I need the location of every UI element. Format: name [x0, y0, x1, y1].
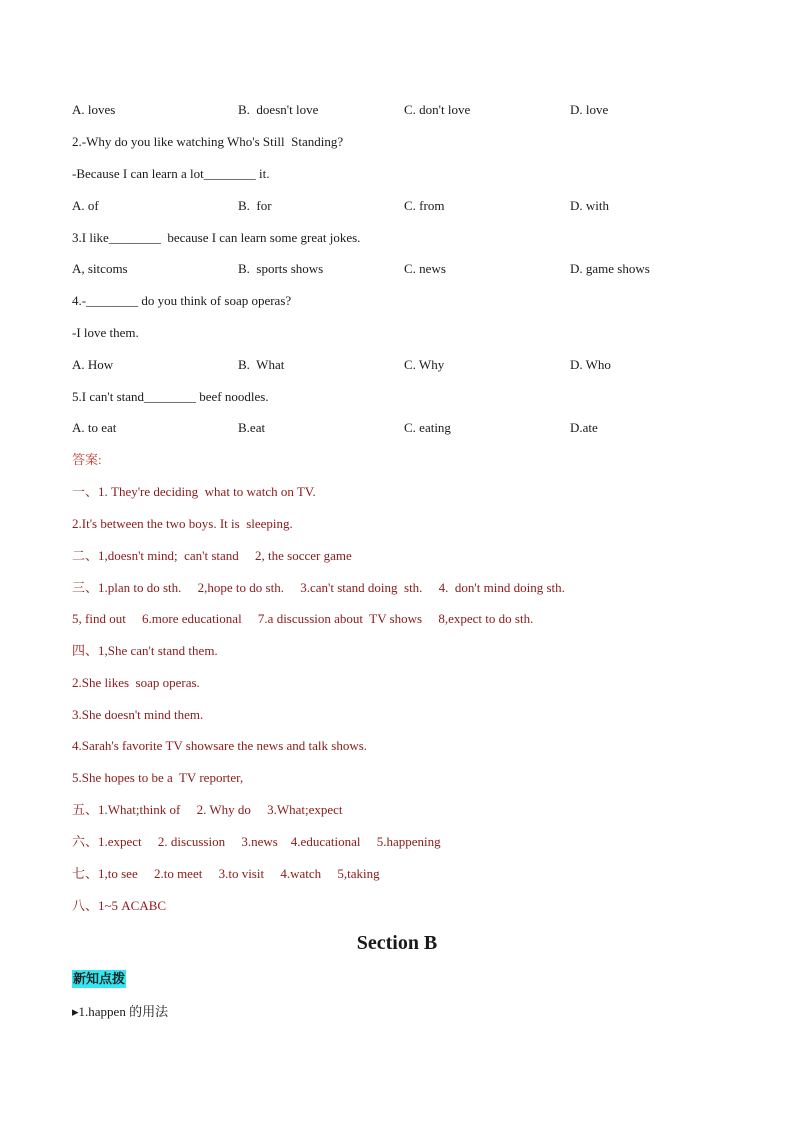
answer-line: 二、1,doesn't mind; can't stand 2, the soccer game	[72, 548, 352, 563]
section-tag: 新知点拨	[73, 971, 126, 986]
q3-option-d: D. game shows	[570, 261, 650, 276]
q1-option-a: A. loves	[72, 102, 116, 117]
q4-option-b: B. What	[238, 357, 285, 372]
answer-line: 2.She likes soap operas.	[72, 675, 200, 690]
q3-stem: 3.I like________ because I can learn some great jokes.	[72, 230, 361, 245]
q3-option-a: A, sitcoms	[72, 261, 128, 276]
q4-option-a: A. How	[72, 357, 114, 372]
answer-line: 5.She hopes to be a TV reporter,	[72, 770, 244, 785]
q4-option-d: D. Who	[570, 357, 611, 372]
answer-line: 3.She doesn't mind them.	[72, 707, 204, 722]
q5-option-c: C. eating	[404, 420, 451, 435]
q2-line2: -Because I can learn a lot________ it.	[72, 166, 270, 181]
answer-line: 八、1~5 ACABC	[72, 898, 167, 913]
q3-option-b: B. sports shows	[238, 261, 324, 276]
q2-option-b: B. for	[238, 198, 272, 213]
q5-option-d: D.ate	[570, 420, 598, 435]
q2-stem: 2.-Why do you like watching Who's Still Standing?	[72, 134, 344, 149]
answer-line: 三、1.plan to do sth. 2,hope to do sth. 3.can't stand doing sth. 4. don't mind doing sth.	[72, 580, 565, 595]
answer-line: 五、1.What;think of 2. Why do 3.What;expect	[72, 802, 343, 817]
q4-option-c: C. Why	[404, 357, 445, 372]
answer-line: 六、1.expect 2. discussion 3.news 4.educational 5.happening	[72, 834, 441, 849]
q1-option-c: C. don't love	[404, 102, 471, 117]
q5-option-b: B.eat	[238, 420, 266, 435]
section-point: ▸1.happen 的用法	[72, 1004, 169, 1019]
q1-option-b: B. doesn't love	[238, 102, 319, 117]
q5-option-a: A. to eat	[72, 420, 117, 435]
answer-line: 四、1,She can't stand them.	[72, 643, 218, 658]
answers-label: 答案:	[72, 452, 102, 467]
answer-line: 一、1. They're deciding what to watch on TV.	[72, 484, 316, 499]
q4-line2: -I love them.	[72, 325, 139, 340]
q4-stem: 4.-________ do you think of soap operas?	[72, 293, 292, 308]
q1-option-d: D. love	[570, 102, 609, 117]
q5-stem: 5.I can't stand________ beef noodles.	[72, 389, 269, 404]
answer-line: 5, find out 6.more educational 7.a discussion about TV shows 8,expect to do sth.	[72, 611, 534, 626]
answer-line: 2.It's between the two boys. It is sleeping.	[72, 516, 293, 531]
q3-option-c: C. news	[404, 261, 446, 276]
q2-option-d: D. with	[570, 198, 609, 213]
section-title: Section B	[356, 932, 438, 954]
q2-option-c: C. from	[404, 198, 445, 213]
answer-line: 七、1,to see 2.to meet 3.to visit 4.watch 5,taking	[72, 866, 380, 881]
answer-line: 4.Sarah's favorite TV showsare the news and talk shows.	[72, 738, 368, 753]
q2-option-a: A. of	[72, 198, 99, 213]
